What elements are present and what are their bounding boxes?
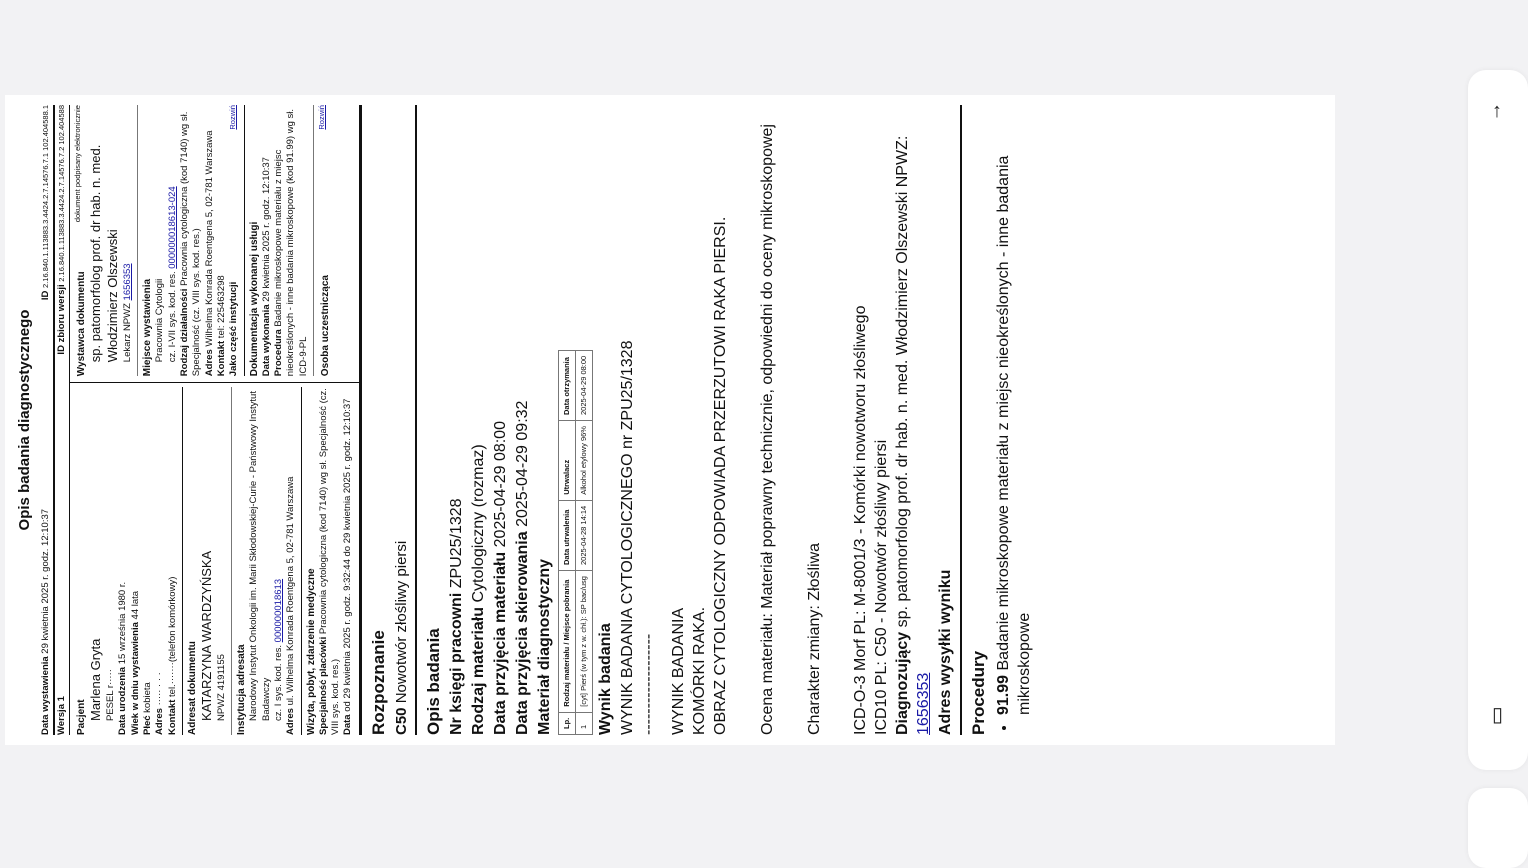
- issue-date-value: 29 kwietnia 2025 r. godz. 12:10:37: [39, 508, 51, 654]
- place-code-link[interactable]: 000000018613-024: [166, 186, 178, 269]
- table-header: Rodzaj materiału / Miejsce pobrania: [559, 571, 576, 713]
- result-line-1: WYNIK BADANIA CYTOLOGICZNEGO nr ZPU25/1328: [618, 340, 636, 735]
- result-title: Wynik badania: [596, 623, 614, 735]
- signed-note: dokument podpisany elektronicznie: [73, 105, 83, 223]
- visit-specialty: Specjalność placówki Pracownia cytologiczna (kod 7140) wg sł. Specjalność (cz. VIII sys. kod. res.): [317, 388, 342, 735]
- send-address-title: Adres wysyłki wyniku: [936, 569, 954, 735]
- diagnosis-value: C50 Nowotwór złośliwy piersi: [392, 540, 410, 735]
- author-npwz-link[interactable]: 1656353: [121, 263, 133, 301]
- patient-contact: Kontakt tel.·······(telefon komórkowy): [166, 576, 178, 735]
- author-header: [73, 105, 88, 376]
- result-icdo: ICD-O-3 Morf PL: M-8001/3 - Komórki nowotworu złośliwego: [852, 305, 870, 735]
- list-item: • 91.99 Badanie mikroskopowe materiału z miejsc nieokreślonych - inne badania mikroskopowe: [994, 105, 1036, 715]
- patient-address: Adres ····· · · ·: [154, 672, 166, 735]
- header-columns: [69, 105, 362, 735]
- document-title: Opis badania diagnostycznego: [16, 309, 33, 531]
- institution-title: Instytucja adresata: [236, 644, 248, 735]
- author-name: sp. patomorfolog prof. dr hab. n. med. Włodzimierz Olszewski: [88, 144, 121, 363]
- table-header: Data otrzymania: [559, 350, 576, 420]
- patient-dob: Data urodzenia 15 września 1980 r.: [117, 581, 129, 735]
- place-expand-link[interactable]: Rozwiń: [228, 105, 238, 130]
- version-label: Wersja 1: [55, 696, 67, 735]
- place-codes: cz. I-VII sys. kod. res. 000000018613-024: [166, 186, 178, 363]
- scroll-up-icon[interactable]: ↑: [1492, 100, 1502, 122]
- left-column: [70, 382, 359, 735]
- author-title: Wystawca dokumentu: [76, 271, 88, 377]
- version-set-value: 2.16.840.1.113883.3.4424.2.7.14576.7.2 102.404588: [56, 105, 66, 282]
- issue-date-label: Data wystawienia: [39, 656, 51, 735]
- author-npwz: Lekarz NPWZ 1656353: [121, 263, 133, 363]
- service-title: Dokumentacja wykonanej usługi: [248, 221, 260, 377]
- service-date: Data wykonania 29 kwietnia 2025 r. godz. 12:10:37: [260, 157, 272, 377]
- participant-expand-link[interactable]: Rozwiń: [317, 105, 327, 130]
- institution-code-link[interactable]: 000000018613: [273, 578, 285, 643]
- patient-pesel: PESEL r·····: [105, 669, 117, 721]
- place-address: Adres Wilhelma Konrada Roentgena 5, 02-781 Warszawa: [203, 130, 215, 377]
- material-table: [558, 350, 593, 735]
- id-label: ID: [39, 290, 51, 301]
- exam-received: Data przyjęcia materiału 2025-04-29 08:00: [492, 421, 510, 735]
- patient-name: Marlena Gryta: [88, 638, 104, 721]
- procedures-title: Procedury: [969, 650, 989, 735]
- place-contact: Kontakt tel: 225463298: [216, 275, 228, 377]
- exam-title: Opis badania: [424, 628, 444, 735]
- institution-codes: cz. I sys. kod. res. 000000018613: [273, 578, 285, 721]
- patient-age: Wiek w dniu wystawienia 44 lata: [129, 590, 141, 735]
- table-cell: 1: [576, 712, 593, 734]
- procedures-list: [994, 105, 1036, 715]
- service-procedure: Procedura Badanie mikroskopowe materiału z miejsc nieokreślonych - inne badania mikroskopowe (kod 91.99) wg sł. ICD-9-PL: [273, 109, 309, 377]
- result-line-4: OBRAZ CYTOLOGICZNY ODPOWIADA PRZERZUTOWI RAKA PIERSI.: [711, 216, 729, 735]
- result-dashes: -------------------: [639, 633, 657, 735]
- version-set-label: ID zbioru wersji: [55, 284, 67, 355]
- table-header: Data utrwalenia: [559, 500, 576, 570]
- table-cell: Alkohol etylowy 96%: [576, 421, 593, 501]
- version-row: [53, 105, 69, 735]
- addressee-npwz: NPWZ 4191155: [216, 654, 228, 721]
- result-assessment: Ocena materiału: Materiał poprawny technicznie, odpowiedni do oceny mikroskopowej: [758, 124, 776, 735]
- material-section-title: Materiał diagnostyczny: [535, 558, 553, 735]
- exam-book: Nr księgi pracowni ZPU25/1328: [448, 498, 466, 735]
- result-character: Charakter zmiany: Złośliwa: [805, 542, 823, 735]
- page-icon[interactable]: ▯: [1492, 704, 1504, 726]
- result-line-2: WYNIK BADANIA: [670, 607, 688, 735]
- id-value: 2.16.840.1.113883.3.4424.2.7.14576.7.1 102.404588.1: [40, 105, 50, 288]
- side-panel-top[interactable]: [1468, 70, 1528, 770]
- issue-date-row: [39, 105, 53, 735]
- table-header: Lp.: [559, 712, 576, 734]
- visit-date: Data od 29 kwietnia 2025 r. godz. 9:32:44 do 29 kwietnia 2025 r. godz. 12:10:37: [342, 398, 354, 735]
- institution-name: Narodowy Instytut Onkologii im. Marii Skłodowskiej-Curie - Państwowy Instytut Badawczy: [248, 391, 272, 721]
- place-part-label: Jako część instytucji: [228, 281, 240, 377]
- place-title: Miejsce wystawienia: [142, 278, 154, 377]
- patient-sex: Płeć kobieta: [142, 682, 154, 735]
- right-column: [70, 105, 359, 382]
- institution-address: Adres ul. Wilhelma Konrada Roentgena 5, 02-781 Warszawa: [285, 476, 297, 735]
- diagnosis-title: Rozpoznanie: [368, 630, 388, 735]
- table-cell: 2025-04-28 14:14: [576, 500, 593, 570]
- exam-referral: Data przyjęcia skierowania 2025-04-29 09:32: [513, 400, 531, 735]
- exam-material: Rodzaj materiału Cytologiczny (rozmaz): [470, 444, 488, 735]
- visit-title: Wizyta, pobyt, zdarzenie medyczne: [305, 568, 317, 735]
- side-panel-bottom[interactable]: [1468, 788, 1528, 868]
- participant-title: Osoba uczestnicząca: [320, 275, 332, 377]
- result-icd10: ICD10 PL: C50 - Nowotwór złośliwy piersi: [873, 439, 891, 735]
- result-line-3: KOMÓRKI RAKA.: [691, 606, 709, 735]
- table-header: Utrwalacz: [559, 421, 576, 501]
- diagnosing-doctor: Diagnozujący sp. patomorfolog prof. dr hab. n. med. Włodzimierz Olszewski NPWZ: 1656353: [893, 135, 932, 735]
- patient-title: Pacjent: [76, 699, 88, 735]
- place-name: Pracownia Cytologii: [154, 278, 166, 363]
- table-cell: [cyt] Pierś (w tym z w. chł.): SP bac/usg: [576, 571, 593, 713]
- addressee-name: KATARZYNA WARDZYŃSKA: [199, 550, 215, 721]
- place-part-row: [228, 105, 240, 376]
- table-row: [576, 350, 593, 734]
- participant-row: [317, 105, 332, 376]
- place-activity: Rodzaj działalności Pracownia cytologiczna (kod 7140) wg sł. Specjalność (cz. VIII sys. kod. res.): [179, 111, 203, 377]
- document-page: [5, 95, 1335, 745]
- table-cell: 2025-04-29 08:00: [576, 350, 593, 420]
- addressee-title: Adresat dokumentu: [187, 641, 199, 735]
- diagnosing-npwz-link[interactable]: 1656353: [914, 672, 932, 735]
